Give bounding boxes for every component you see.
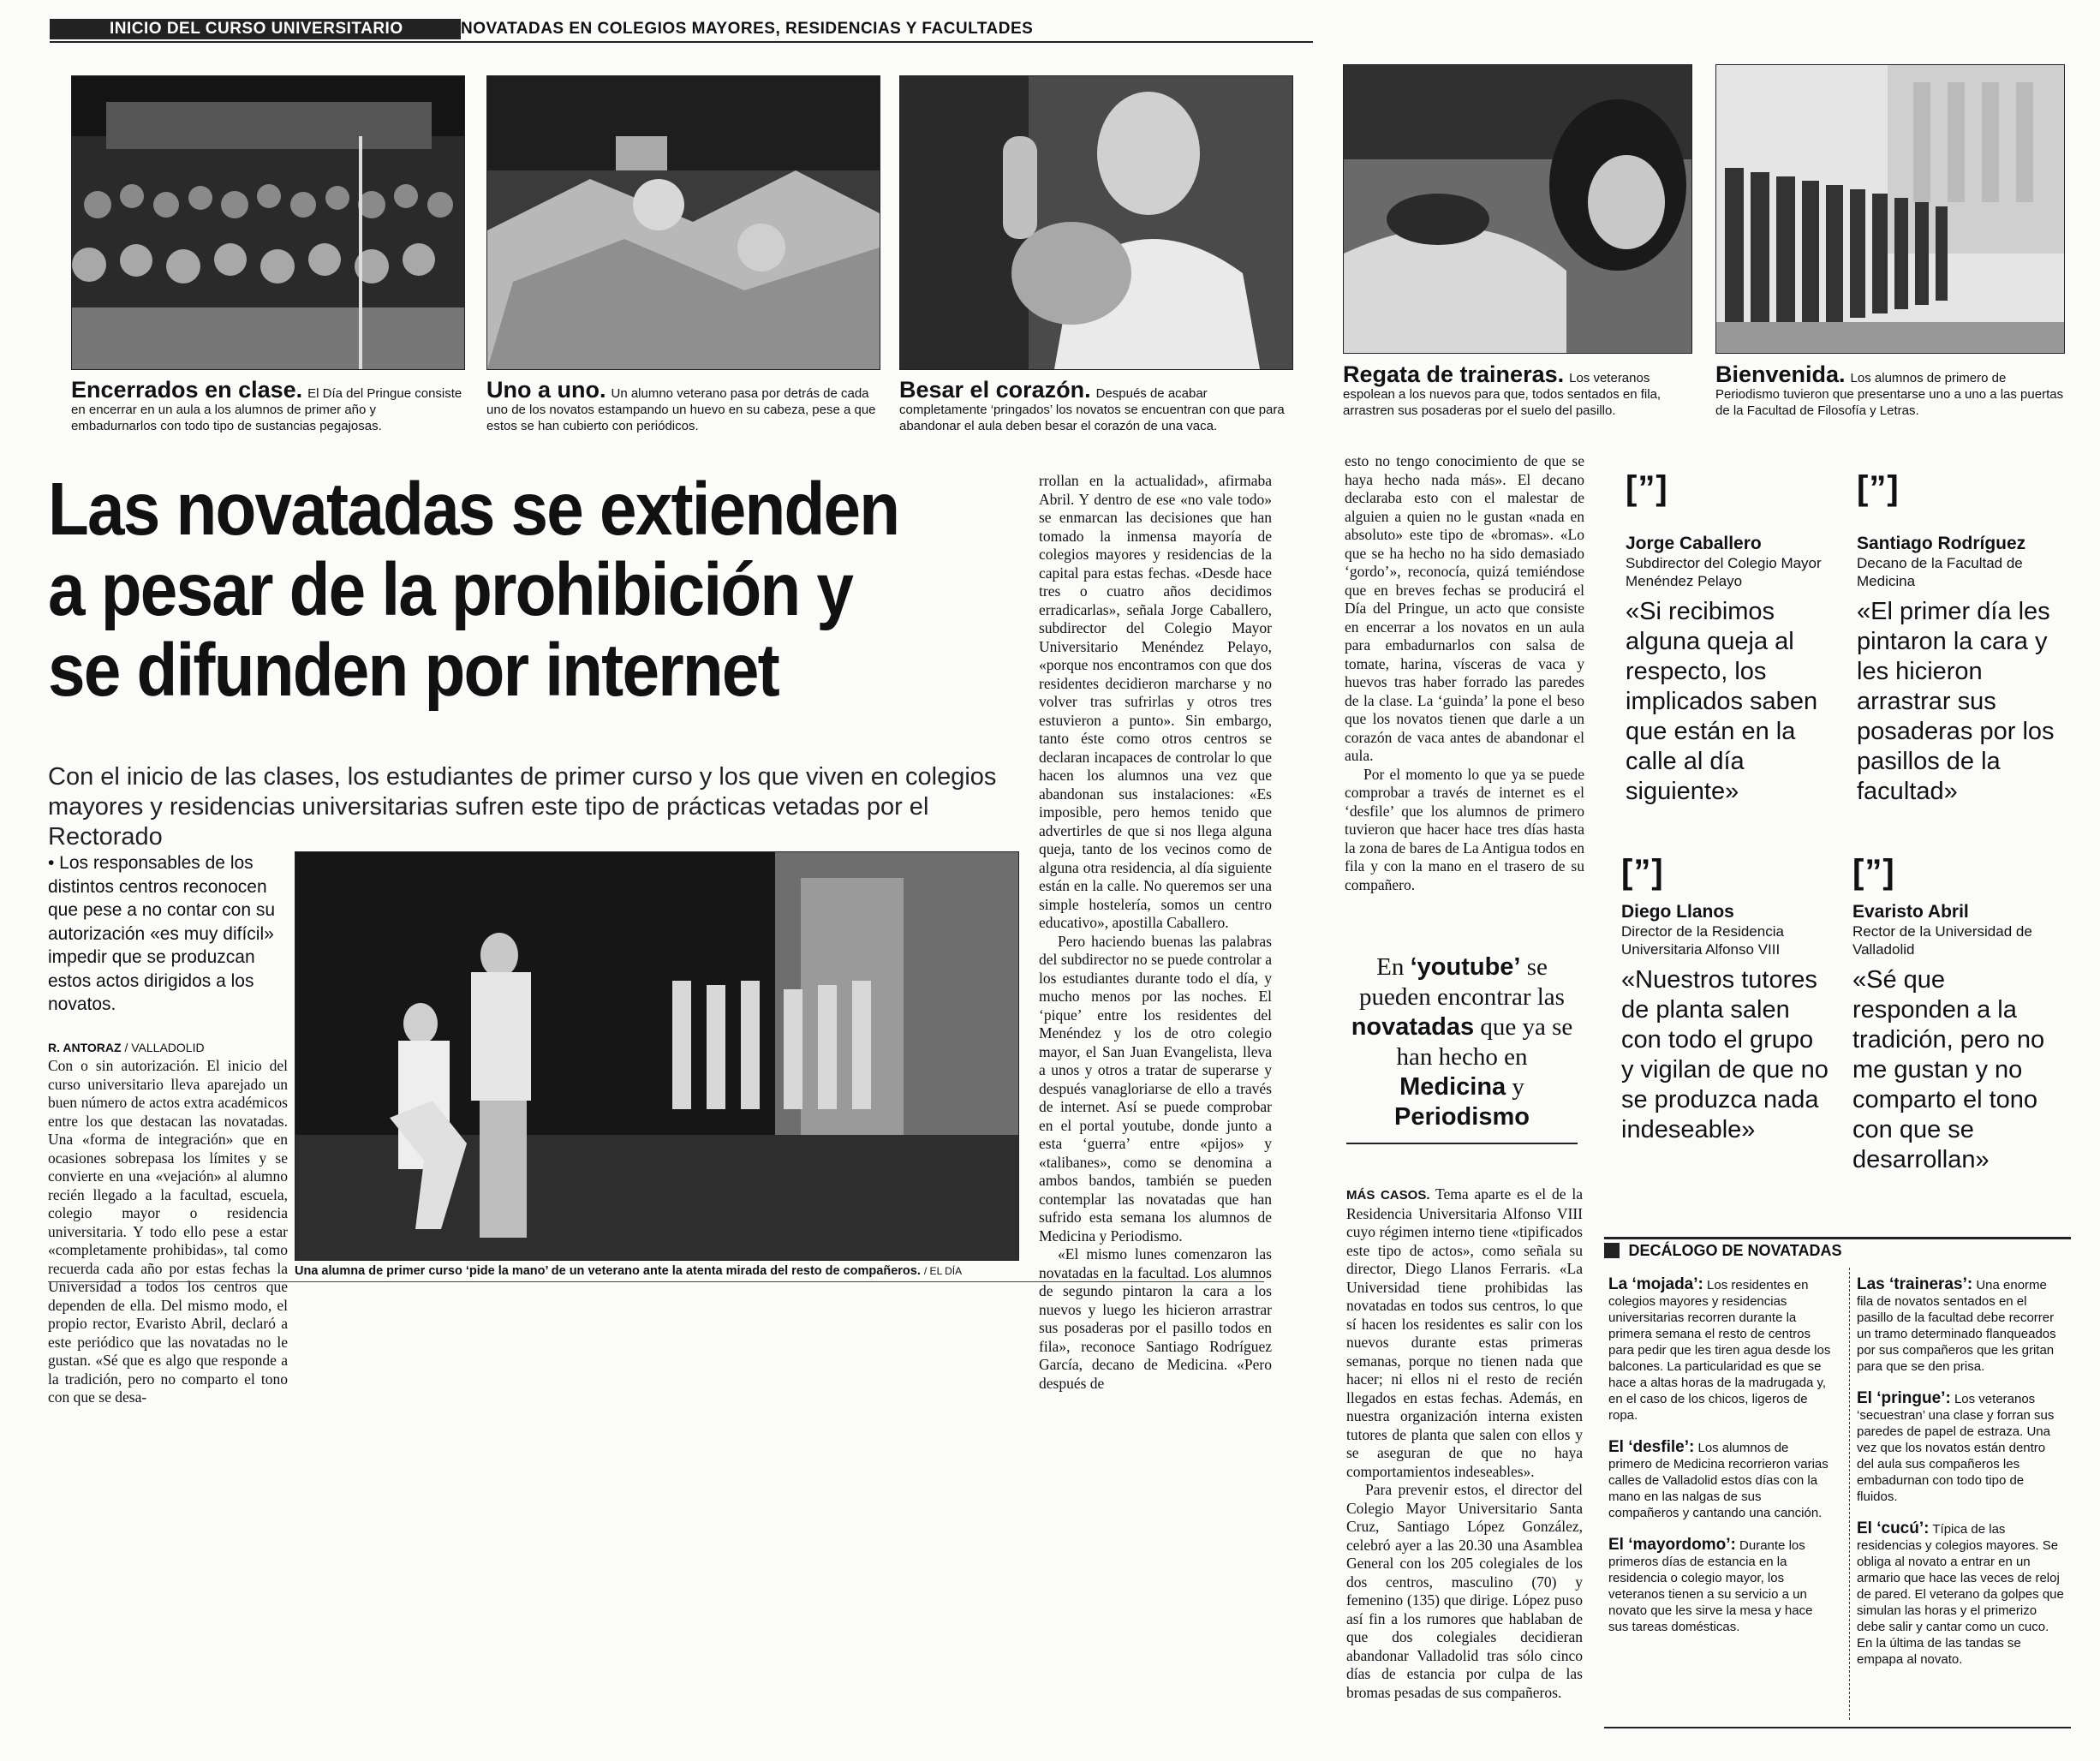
decalogo-title: DECÁLOGO DE NOVATADAS [1628, 1242, 1842, 1259]
decalogo-item-text: Durante los primeros días de estancia en la residencia o colegio mayor, los veteranos tienen a su servicio a un novato que les sirve la mesa y hace sus tareas domésticas. [1608, 1538, 1813, 1634]
photo-bienvenida [1715, 64, 2065, 354]
decalogo-item-name: El ‘pringue’: [1857, 1389, 1951, 1407]
photo-uno-a-uno [486, 75, 880, 370]
byline-place: VALLADOLID [131, 1041, 205, 1054]
decalogo-item-text: Los residentes en colegios mayores y residencias universitarias recorren durante la primera semana el resto de centros para pedir que les tiren agua desde los balcones. La particularidad es que se hace a altas horas de la madrugada y, en el caso de los chicos, ligeros de ropa. [1608, 1278, 1831, 1423]
decalogo-item-text: Los alumnos de primero de Medicina recorrieron varias calles de Valladolid estos días con la mano en las nalgas de sus compañeros y cantando una canción. [1608, 1441, 1829, 1520]
quote-abril [1852, 853, 2062, 1175]
decalogo-header [1604, 1237, 2071, 1262]
col2-p3: «El mismo lunes comenzaron las novatadas en la facultad. Los alumnos de segundo pintaron la cara a los nuevos y luego les hicieron arrastrar sus posaderas por el pasillo todos en fila», reconoce Santiago Rodríguez García, decano de Medicina. «Pero después de [1039, 1245, 1272, 1392]
caption-text: Los veteranos espolean a los nuevos para que, todos sentados en fila, arrastren sus posaderas por el suelo del pasillo. [1343, 371, 1662, 418]
headline-line-3: se difunden por internet [48, 629, 779, 712]
col2-p1: rrollan en la actualidad», afirmaba Abril. Y dentro de ese «no vale todo» se enmarcan las decisiones que han tomado la inmensa mayoría de colegios mayores y residencias de la capital para estas fechas. «Desde hace tres o cuatro años decidimos erradicarlas», señala Jorge Caballero, subdirector del Colegio Mayor Universitario Menéndez Pelayo, «porque nos encontramos con que dos residentes decidieron marcharse y no volver tras sufrirlas y otros tres estuvieron a punto». Sin embargo, tanto éste como otros centros se declaran incapaces de controlar lo que hacen los alumnos una vez que abandonan sus instalaciones: «Es imposible, pero hemos tenido que advertirles de que si nos llega alguna queja, tanto de los vecinos como de alguna otra residencia, al día siguiente están en la calle. No queremos ser una simple hostelería, somos un centro educativo», apostilla Caballero. [1039, 472, 1272, 931]
caption-text: El Día del Pringue consiste en encerrar en un aula a los alumnos de primer año y embadurnarlos con todo tipo de sustancias pegajosas. [71, 386, 462, 433]
decalogo-item-traineras [1857, 1276, 2064, 1375]
pq-c: se pueden encontrar las [1359, 953, 1565, 1011]
quote-name: Diego Llanos [1621, 902, 1734, 922]
quote-text: «Si recibimos alguna queja al respecto, los implicados saben que están en la calle al día siguiente» [1626, 598, 1818, 805]
bottom-rule [48, 1281, 1264, 1282]
decalogo-item-mojada [1608, 1276, 1833, 1424]
headline [48, 469, 942, 711]
quote-role: Rector de la Universidad de Valladolid [1852, 923, 2032, 958]
main-photo [295, 851, 1019, 1261]
decalogo-divider [1849, 1268, 1850, 1720]
column-1 [48, 1057, 288, 1407]
column-2 [1039, 472, 1272, 1393]
quote-role: Subdirector del Colegio Mayor Menéndez Pelayo [1626, 555, 1822, 589]
pq-g: y [1506, 1073, 1524, 1101]
caption-title: Encerrados en clase. [71, 377, 303, 403]
topic-label: NOVATADAS EN COLEGIOS MAYORES, RESIDENCIAS Y FACULTADES [461, 20, 1034, 38]
photo-besar-corazon [899, 75, 1293, 370]
arrow-icon [1604, 1243, 1620, 1258]
regata-photo [1344, 65, 1691, 353]
quote-rodriguez [1857, 469, 2071, 807]
mascasos-label: MÁS CASOS. [1346, 1188, 1430, 1203]
byline-author: R. ANTORAZ [48, 1041, 122, 1054]
quote-llanos [1621, 853, 1831, 1145]
caption-title: Besar el corazón. [899, 377, 1091, 403]
pullquote [1346, 952, 1578, 1144]
photo-regata [1343, 64, 1692, 354]
column-mas-casos [1346, 1185, 1583, 1702]
quote-text: «Sé que responden a la tradición, pero no me gustan y no comparto el tono con que se desarrollan» [1852, 966, 2045, 1173]
line-photo [1716, 65, 2064, 353]
caption-text: Los alumnos de primero de Periodismo tuvieron que presentarse uno a uno a las puertas de la Facultad de Filosofía y Letras. [1715, 371, 2064, 418]
decalogo-item-desfile [1608, 1439, 1833, 1521]
caption-title: Bienvenida. [1715, 361, 1846, 387]
quote-role: Director de la Residencia Universitaria Alfonso VIII [1621, 923, 1784, 958]
decalogo-item-name: El ‘mayordomo’: [1608, 1536, 1736, 1554]
quote-mark-icon: [”] [1621, 853, 1664, 891]
main-photo-caption-text: Una alumna de primer curso ‘pide la mano’ de un veterano ante la atenta mirada del resto de compañeros. [295, 1264, 921, 1278]
col3-p1: esto no tengo conocimiento de que se haya hecho nada más». El decano declaraba esto con el malestar de alguien a quien no le gustan «nada en absoluto» este tipo de «bromas». «Lo que se ha hecho no ha sido demasiado ‘gordo’», reconocía, quizá temiéndose que en breves fechas se producirá el Día del Pringue, un acto que consiste en encerrar a los novatos en un aula para embadurnarlos con salsa de tomate, harina, vísceras de vaca y huevos tras haber forrado las paredes de la clase. La ‘guinda’ la pone el beso que los novatos tienen que darle a un corazón de vaca antes de abandonar el aula. [1345, 452, 1584, 764]
quote-mark-icon: [”] [1626, 469, 1668, 507]
lead: • Los responsables de los distintos centros reconocen que pese a no contar con su autorización «es muy difícil» impedir que se produzcan estos actos dirigidos a los novatos. [48, 853, 276, 1014]
quote-mark-icon: [”] [1852, 853, 1895, 891]
col1-text: Con o sin autorización. El inicio del curso universitario lleva aparejado un buen número de actos extra académicos entre los que destacan las novatadas. Una «forma de integración» que en ocasiones sobrepasa los límites y se convierte en una «vejación» al alumno recién llegado a la facultad, escuela, colegio mayor o residencia universitaria. Y todo ello pese a estar «completamente prohibidas», tal como recuerda cada año por estas fechas la Universidad a todos los centros que dependen de ella. Del mismo modo, el propio rector, Evaristo Abril, declaró a este periódico que las novatadas no le gustan. «Sé que es algo que responde a la tradición, pero no comparto el tono con que se desa- [48, 1057, 288, 1406]
pq-b: ‘youtube’ [1410, 953, 1521, 981]
caption-text: Después de acabar completamente ‘pringados’ los novatos se encuentran con que para abandonar el aula deben besar el corazón de una vaca. [899, 386, 1285, 433]
mascasos-p1-text: Tema aparte es el de la Residencia Universitaria Alfonso VIII cuyo régimen interno tiene «tipificados este tipo de actos», como señala su director, Diego Llanos Ferraris. «La Universidad tiene prohibidas las novatadas en todos sus centros, lo que sí hacen los residentes es salir con los nuevos durante estas primeras semanas, porque no tienen nada que hacer; ni ellos ni el resto de recién llegados en estas fechas. Además, en nuestra organización interna existen tutores de planta que salen con ellos y se aseguran de que no haya comportamientos indeseables». [1346, 1185, 1584, 1480]
caption-encerrados [71, 377, 465, 434]
decalogo-col-left [1608, 1276, 1833, 1635]
decalogo-item-text: Una enorme fila de novatos sentados en el pasillo de la facultad debe recorrer un tramo determinado flanqueados por sus compañeros que les gritan para que se den prisa. [1857, 1278, 2056, 1374]
pq-f: Medicina [1399, 1073, 1506, 1101]
decalogo-item-pringue [1857, 1390, 2064, 1505]
quote-name: Santiago Rodríguez [1857, 534, 2026, 553]
quote-text: «El primer día les pintaron la cara y les hicieron arrastrar sus posaderas por los pasillos de la facultad» [1857, 598, 2055, 805]
pq-e: que ya se han hecho en [1396, 1013, 1573, 1071]
quote-name: Evaristo Abril [1852, 902, 1969, 922]
eggs-photo [487, 76, 880, 369]
column-3 [1345, 452, 1584, 894]
caption-title: Regata de traineras. [1343, 361, 1565, 387]
photo-encerrados [71, 75, 465, 370]
decalogo-item-name: La ‘mojada’: [1608, 1275, 1703, 1293]
quote-name: Jorge Caballero [1626, 534, 1762, 553]
main-photo-credit: / EL DÍA [923, 1265, 963, 1277]
decalogo-item-cucu [1857, 1520, 2064, 1668]
main-photo-image [295, 852, 1018, 1260]
caption-bienvenida [1715, 361, 2067, 419]
subhead: Con el inicio de las clases, los estudiantes de primer curso y los que viven en colegios mayores y residencias universitarias sufren este tipo de prácticas vetadas por el Rectorado [48, 763, 997, 851]
caption-title: Uno a uno. [486, 377, 606, 403]
caption-regata [1343, 361, 1694, 419]
quote-role: Decano de la Facultad de Medicina [1857, 555, 2023, 589]
caption-uno-a-uno [486, 377, 880, 434]
quote-caballero [1626, 469, 1840, 807]
pq-a: En [1376, 953, 1411, 981]
headline-line-2: a pesar de la prohibición y [48, 548, 853, 631]
decalogo-item-name: El ‘desfile’: [1608, 1438, 1695, 1456]
headline-line-1: Las novatadas se extienden [48, 468, 899, 551]
quote-text: «Nuestros tutores de planta salen con todo el grupo y vigilan de que no se produzca nada indeseable» [1621, 966, 1829, 1143]
mascasos-p1 [1346, 1185, 1583, 1481]
mascasos-p2: Para prevenir estos, el director del Colegio Mayor Universitario Santa Cruz, Santiago López González, celebró ayer a las 20.30 una Asamblea General con los 205 colegiales de los dos centros, masculino (70) y femenino (135) que dirige. López puso así fin a los rumores que hablaban de que dos colegiales decidieran abandonar Valladolid tras sólo cinco días de estancia por culpa de las bromas pesadas de sus compañeros. [1346, 1481, 1583, 1701]
heart-photo [900, 76, 1292, 369]
decalogo-item-mayordomo [1608, 1537, 1833, 1635]
quote-mark-icon: [”] [1857, 469, 1900, 507]
main-photo-caption [295, 1264, 962, 1278]
decalogo-col-right [1857, 1276, 2064, 1668]
caption-text: Un alumno veterano pasa por detrás de cada uno de los novatos estampando un huevo en su cabeza, pese a que estos se han cubierto con periódicos. [486, 386, 876, 433]
section-header [50, 19, 1313, 43]
col3-p2: Por el momento lo que ya se puede comprobar a través de internet es el ‘desfile’ que los alumnos de primero tuvieron que hacer hace tres días hasta la zona de bares de La Antigua todos en fila y con la mano en el trasero de su compañero. [1345, 765, 1584, 893]
decalogo-item-text: Los veteranos ‘secuestran’ una clase y forran sus paredes de papel de estraza. Una vez que los novatos están dentro del aula sus compañeros les embadurnan con todo tipo de fluidos. [1857, 1392, 2055, 1504]
crowd-photo [72, 76, 464, 369]
col2-p2: Pero haciendo buenas las palabras del subdirector no se puede controlar a los estudiantes durante todo el día, y mucho menos por las noches. El ‘pique’ entre los residentes del Menéndez y los de otro colegio mayor, el San Juan Evangelista, lleva a unos y otros a tratar de superarse y después vanagloriarse de ello a través de internet. Así se puede comprobar en el portal youtube, donde junto a esta ‘guerra’ entre «pijos» y «talibanes», como se denomina a ambos bandos, también se pueden contemplar las novatadas que han sufrido esta semana los alumnos de Medicina y Periodismo. [1039, 932, 1272, 1245]
byline: R. ANTORAZ / VALLADOLID [48, 1041, 205, 1054]
pq-h: Periodismo [1394, 1103, 1530, 1131]
section-label: INICIO DEL CURSO UNIVERSITARIO [50, 19, 461, 39]
decalogo-item-text: Típica de las residencias y colegios mayores. Se obliga al novato a entrar en un armario que hace las veces de reloj de pared. El veterano da golpes que simulan las horas y el primerizo debe salir y cantar como un cuco. En la última de las tandas se empapa al novato. [1857, 1522, 2064, 1667]
pq-d: novatadas [1351, 1013, 1475, 1041]
decalogo-item-name: El ‘cucú’: [1857, 1519, 1930, 1537]
caption-besar-corazon [899, 377, 1293, 434]
decalogo-item-name: Las ‘traineras’: [1857, 1275, 1973, 1293]
